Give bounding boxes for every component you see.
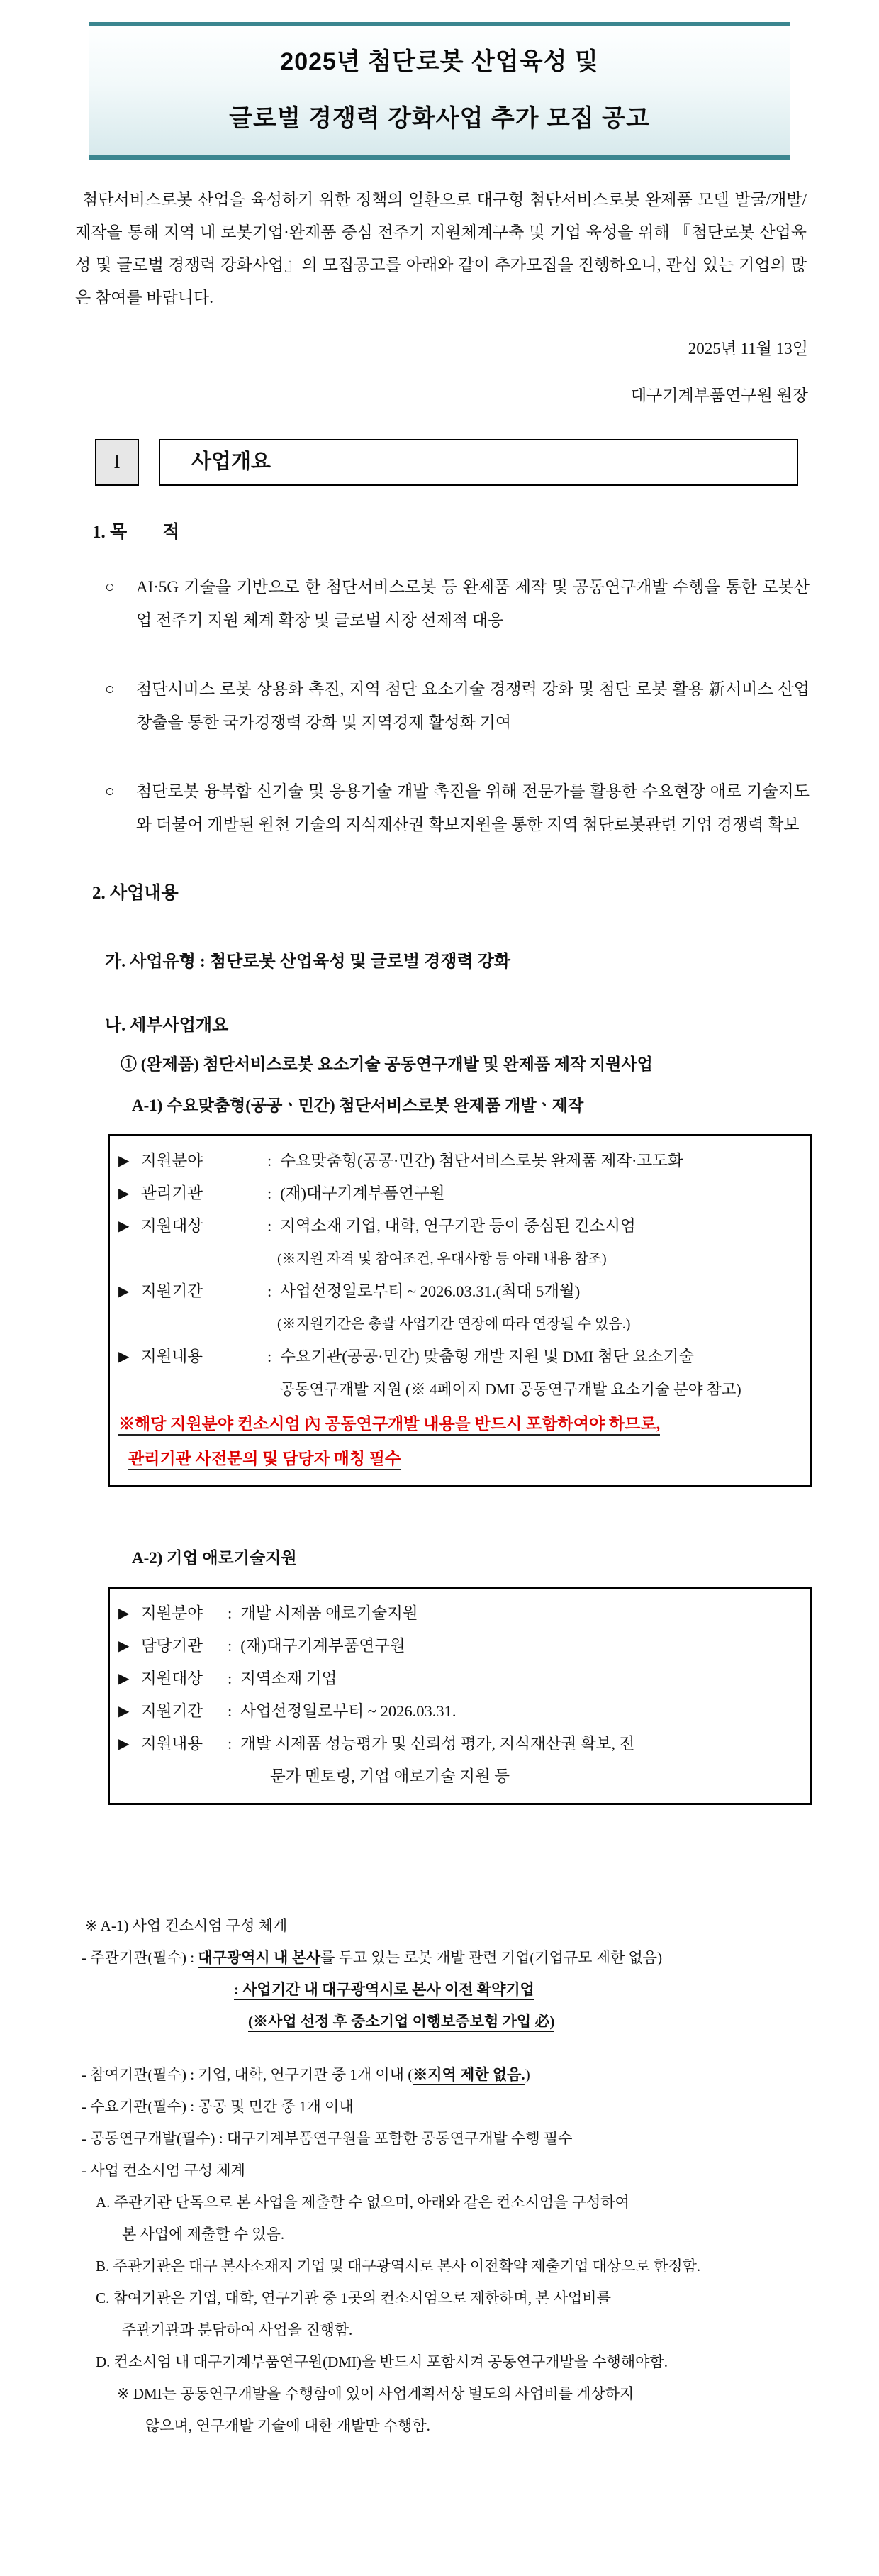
a1-support-value: 수요기관(공공·민간) 맞춤형 개발 지원 및 DMI 첨단 요소기술 [280, 1348, 695, 1365]
circle-bullet-icon: ○ [105, 680, 115, 698]
participant-bold-underline: ※지역 제한 없음. [413, 2066, 525, 2085]
a2-period-value: 사업선정일로부터 ~ 2026.03.31. [240, 1702, 457, 1720]
structure-line: - 사업 컨소시엄 구성 체계 [82, 2162, 245, 2179]
arrow-bullet-icon: ▶ [118, 1186, 130, 1201]
colon: : [228, 1702, 233, 1720]
a1-period-label: 지원기간 [141, 1282, 203, 1300]
a1-red-warning-2: 관리기관 사전문의 및 담당자 매칭 필수 [118, 1442, 798, 1475]
colon: : [267, 1152, 272, 1170]
item1-heading: ① (완제품) 첨단서비스로봇 요소기술 공동연구개발 및 완제품 제작 지원사업 [121, 1055, 653, 1073]
host-org-line3: (※사업 선정 후 중소기업 이행보증보험 가입 必) [248, 2006, 879, 2038]
purpose-bullet-1 [105, 570, 810, 637]
colon: : [228, 1637, 233, 1655]
a1-row-target [118, 1210, 798, 1243]
rule-b-line: B. 주관기관은 대구 본사소재지 기업 및 대구광역시로 본사 이전확약 제출기업 대상으로 한정함. [96, 2258, 701, 2275]
purpose-bullets [105, 570, 810, 841]
a2-row-agency [118, 1630, 798, 1662]
section-numeral-box: I [95, 439, 139, 486]
a1-period-value: 사업선정일로부터 ~ 2026.03.31.(최대 5개월) [280, 1282, 581, 1300]
a1-row-field [118, 1145, 798, 1177]
participant-org-line: - 참여기관(필수) : 기업, 대학, 연구기관 중 1개 이내 (※지역 제한 없음.) [82, 2059, 879, 2091]
section-1-header [95, 439, 879, 486]
a1-support-continuation: 공동연구개발 지원 (※ 4페이지 DMI 공동연구개발 요소기술 분야 참고) [280, 1381, 741, 1398]
rule-d-line: D. 컨소시엄 내 대구기계부품연구원(DMI)을 반드시 포함시켜 공동연구개발을 수행해야함. [96, 2353, 668, 2370]
host-bold-underline: 대구광역시 내 본사 [198, 1949, 320, 1968]
circle-bullet-icon: ○ [105, 578, 115, 596]
consortium-heading: ※ A-1) 사업 컨소시엄 구성 체계 [85, 1917, 288, 1934]
circle-bullet-icon: ○ [105, 782, 115, 800]
a2-field-value: 개발 시제품 애로기술지원 [240, 1604, 418, 1622]
title-box [89, 22, 790, 160]
announcement-date: 2025년 11월 13일 [688, 340, 808, 357]
a2-agency-label: 담당기관 [141, 1637, 203, 1655]
arrow-bullet-icon: ▶ [118, 1638, 130, 1654]
arrow-bullet-icon: ▶ [118, 1606, 130, 1621]
a1-field-value: 수요맞춤형(공공·민간) 첨단서비스로봇 완제품 제작·고도화 [280, 1152, 683, 1170]
colon: : [267, 1282, 272, 1300]
joint-rnd-line: - 공동연구개발(필수) : 대구기계부품연구원을 포함한 공동연구개발 수행 필수 [82, 2130, 573, 2147]
a2-row-field [118, 1597, 798, 1630]
a2-period-label: 지원기간 [141, 1702, 203, 1720]
demand-org-line: - 수요기관(필수) : 공공 및 민간 중 1개 이내 [82, 2098, 354, 2115]
a2-agency-value: (재)대구기계부품연구원 [240, 1637, 405, 1655]
purpose-bullet-1-text: AI·5G 기술을 기반으로 한 첨단서비스로봇 등 완제품 제작 및 공동연구개발 수행을 통한 로봇산업 전주기 지원 체계 확장 및 글로벌 시장 선제적 대응 [136, 578, 810, 629]
arrow-bullet-icon: ▶ [118, 1704, 130, 1719]
arrow-bullet-icon: ▶ [118, 1153, 130, 1169]
rule-d-note1: ※ DMI는 공동연구개발을 수행함에 있어 사업계획서상 별도의 사업비를 계상하지 [117, 2385, 634, 2402]
colon: : [267, 1217, 272, 1235]
a1-target-note: (※지원 자격 및 참여조건, 우대사항 등 아래 내용 참조) [277, 1251, 607, 1267]
purpose-heading: 1. 목 적 [92, 523, 180, 542]
a2-row-support [118, 1728, 798, 1760]
a2-target-label: 지원대상 [141, 1670, 203, 1687]
a2-row-period [118, 1695, 798, 1728]
arrow-bullet-icon: ▶ [118, 1349, 130, 1365]
a1-row-agency [118, 1177, 798, 1210]
a2-support-continuation: 문가 멘토링, 기업 애로기술 지원 등 [270, 1767, 510, 1785]
rule-d-note2: 않으며, 연구개발 기술에 대한 개발만 수행함. [145, 2417, 430, 2434]
a1-target-value: 지역소재 기업, 대학, 연구기관 등이 중심된 컨소시엄 [280, 1217, 636, 1235]
section-title: 사업개요 [159, 439, 798, 486]
business-type-line: 가. 사업유형 : 첨단로봇 산업육성 및 글로벌 경쟁력 강화 [105, 953, 511, 971]
a1-red-warning-1: ※해당 지원분야 컨소시엄 內 공동연구개발 내용을 반드시 포함하여야 하므로, [118, 1407, 798, 1440]
issuer-name: 대구기계부품연구원 원장 [630, 387, 808, 404]
colon: : [228, 1735, 233, 1753]
colon: : [267, 1184, 272, 1202]
a2-spec-box [108, 1587, 812, 1805]
colon: : [267, 1348, 272, 1365]
a1-agency-label: 관리기관 [141, 1184, 203, 1202]
arrow-bullet-icon: ▶ [118, 1671, 130, 1687]
content-heading: 2. 사업내용 [92, 884, 179, 903]
page-title-line2: 글로벌 경쟁력 강화사업 추가 모집 공고 [229, 105, 650, 132]
detail-overview-heading: 나. 세부사업개요 [105, 1016, 229, 1035]
arrow-bullet-icon: ▶ [118, 1284, 130, 1299]
purpose-bullet-3-text: 첨단로봇 융복합 신기술 및 응용기술 개발 촉진을 위해 전문가를 활용한 수요현장 애로 기술지도와 더불어 개발된 원천 기술의 지식재산권 확보지원을 통한 지역 첨단로봇관련 기업 경쟁력 확보 [136, 782, 810, 833]
consortium-section [0, 1910, 879, 2442]
arrow-bullet-icon: ▶ [118, 1736, 130, 1752]
rule-c-line1: C. 참여기관은 기업, 대학, 연구기관 중 1곳의 컨소시엄으로 제한하며, 본 사업비를 [96, 2289, 611, 2306]
a1-field-label: 지원분야 [141, 1152, 203, 1170]
a1-target-label: 지원대상 [141, 1217, 203, 1235]
a1-support-label: 지원내용 [141, 1348, 203, 1365]
a2-target-value: 지역소재 기업 [240, 1670, 337, 1687]
a1-period-note: (※지원기간은 총괄 사업기간 연장에 따라 연장될 수 있음.) [277, 1316, 631, 1332]
purpose-bullet-2-text: 첨단서비스 로봇 상용화 촉진, 지역 첨단 요소기술 경쟁력 강화 및 첨단 로봇 활용 新서비스 산업 창출을 통한 국가경쟁력 강화 및 지역경제 활성화 기여 [136, 680, 810, 731]
rule-c-line2: 주관기관과 분담하여 사업을 진행함. [122, 2321, 353, 2338]
a1-heading: A-1) 수요맞춤형(공공ㆍ민간) 첨단서비스로봇 완제품 개발ㆍ제작 [132, 1097, 584, 1114]
page-title-line1: 2025년 첨단로봇 산업육성 및 [280, 48, 599, 75]
arrow-bullet-icon: ▶ [118, 1218, 130, 1234]
colon: : [228, 1604, 233, 1622]
host-org-line: - 주관기관(필수) : 대구광역시 내 본사를 두고 있는 로봇 개발 관련 기업(기업규모 제한 없음) [82, 1942, 879, 1974]
a2-row-target [118, 1662, 798, 1695]
a2-heading: A-2) 기업 애로기술지원 [132, 1549, 297, 1567]
a2-field-label: 지원분야 [141, 1604, 203, 1622]
purpose-bullet-2 [105, 672, 810, 739]
a1-agency-value: (재)대구기계부품연구원 [280, 1184, 445, 1202]
colon: : [228, 1670, 233, 1687]
a1-row-period [118, 1275, 798, 1308]
a1-row-support [118, 1340, 798, 1373]
a1-spec-box [108, 1134, 812, 1487]
rule-a-line2: 본 사업에 제출할 수 있음. [122, 2226, 285, 2243]
rule-a-line1: A. 주관기관 단독으로 본 사업을 제출할 수 없으며, 아래와 같은 컨소시엄을 구성하여 [96, 2194, 629, 2211]
host-org-line2: : 사업기간 내 대구광역시로 본사 이전 확약기업 [234, 1974, 879, 2006]
intro-paragraph: 첨단서비스로봇 산업을 육성하기 위한 정책의 일환으로 대구형 첨단서비스로봇 완제품 모델 발굴/개발/제작을 통해 지역 내 로봇기업·완제품 중심 전주기 지원체계구축 및 기업 육성을 위해 『첨단로봇 산업육성 및 글로벌 경쟁력 강화사업』의 모집공고를 아래와 같이 추가모집을 진행하오니, 관심 있는 기업의 많은 참여를 바랍니다. [75, 191, 807, 306]
a2-support-value: 개발 시제품 성능평가 및 신뢰성 평가, 지식재산권 확보, 전 [240, 1735, 635, 1753]
purpose-bullet-3 [105, 775, 810, 841]
a2-support-label: 지원내용 [141, 1735, 203, 1753]
